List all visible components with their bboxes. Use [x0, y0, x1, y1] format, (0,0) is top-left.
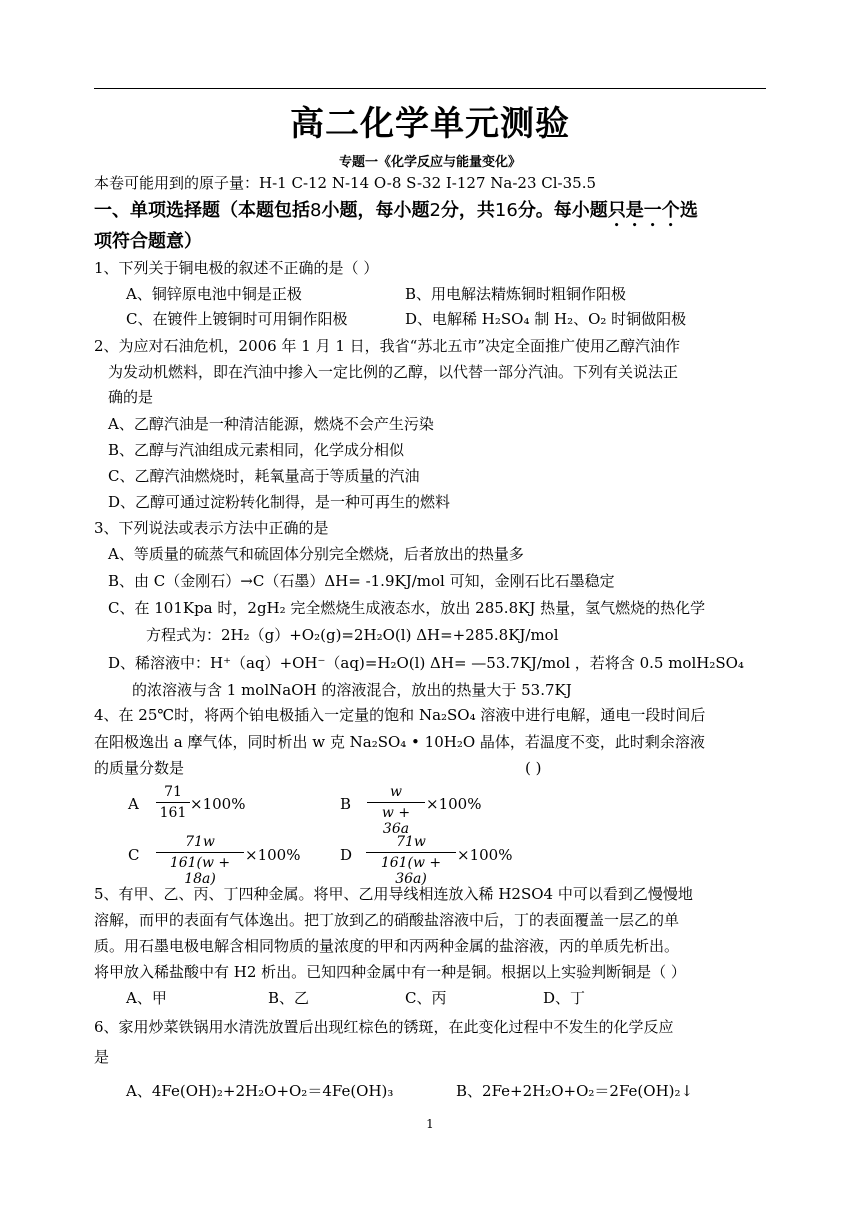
q5-stem-line3: 质。用石墨电极电解含相同物质的量浓度的甲和丙两种金属的盐溶液，丙的单质先析出。	[94, 937, 680, 955]
q3-option-d-line1: D、稀溶液中：H⁺（aq）+OH⁻（aq)=H₂O(l) ΔH= —53.7KJ/mol ，若将含 0.5 molH₂SO₄	[108, 654, 744, 672]
q4-option-d-fraction	[366, 834, 456, 887]
q4-option-c-denominator: 161(w + 18a)	[169, 855, 231, 887]
q3-option-d-line2: 的浓溶液与含 1 molNaOH 的溶液混合，放出的热量大于 53.7KJ	[132, 681, 572, 699]
section1-points: 2	[429, 200, 441, 221]
q6-stem-line1: 6、家用炒菜铁锅用水清洗放置后出现红棕色的锈斑，在此变化过程中不发生的化学反应	[94, 1018, 674, 1036]
page-number: 1	[426, 1117, 434, 1131]
q5-stem-line2: 溶解，而甲的表面有气体逸出。把丁放到乙的硝酸盐溶液中后，丁的表面覆盖一层乙的单	[94, 911, 680, 929]
q6-stem-line2: 是	[94, 1048, 110, 1066]
q5-option-c: C、丙	[405, 989, 447, 1007]
q4-option-b-denominator: w + 36a	[381, 805, 411, 837]
section1-heading-line2: 项符合题意）	[94, 231, 202, 252]
q5-option-d: D、丁	[543, 989, 586, 1007]
q6-option-b: B、2Fe+2H₂O+O₂＝2Fe(OH)₂↓	[456, 1082, 694, 1100]
q2-option-d: D、乙醇可通过淀粉转化制得，是一种可再生的燃料	[108, 493, 451, 511]
q4-option-a-percent: ×100%	[190, 795, 246, 813]
q4-option-c-label: C	[128, 846, 140, 864]
q3-stem: 3、下列说法或表示方法中正确的是	[94, 519, 329, 537]
q4-option-c-percent: ×100%	[245, 846, 301, 864]
section1-heading-part: 一、单项选择题（本题包括	[94, 200, 310, 221]
q4-stem-line2: 在阳极逸出 a 摩气体，同时析出 w 克 Na₂SO₄ • 10H₂O 晶体，若温度不变，此时剩余溶液	[94, 733, 705, 751]
page-title: 高二化学单元测验	[290, 104, 570, 144]
q4-option-a-numerator: 71	[156, 784, 190, 803]
section1-emphasis: 只是一个	[607, 200, 680, 221]
section1-heading-part: 分，共	[440, 200, 495, 221]
q3-option-c-line1: C、在 101Kpa 时，2gH₂ 完全燃烧生成液态水，放出 285.8KJ 热量，氢气燃烧的热化学	[108, 599, 706, 617]
q4-option-b-fraction	[367, 784, 425, 837]
q2-option-c: C、乙醇汽油燃烧时，耗氧量高于等质量的汽油	[108, 467, 420, 485]
top-rule	[94, 88, 766, 89]
q4-option-d-numerator: 71w	[366, 834, 456, 853]
section1-heading-part: 小题，每小题	[321, 200, 430, 221]
q4-option-b-percent: ×100%	[426, 795, 482, 813]
page-subtitle: 专题一《化学反应与能量变化》	[338, 155, 521, 170]
q5-stem-line4: 将甲放入稀盐酸中有 H2 析出。已知四种金属中有一种是铜。根据以上实验判断铜是（ ）	[94, 963, 686, 981]
q4-option-d-denominator: 161(w + 36a)	[380, 855, 442, 887]
q4-stem-line1: 4、在 25℃时，将两个铂电极插入一定量的饱和 Na₂SO₄ 溶液中进行电解，通电一段时间后	[94, 706, 706, 724]
q1-option-c: C、在镀件上镀铜时可用铜作阳极	[126, 310, 348, 328]
q5-stem-line1: 5、有甲、乙、丙、丁四种金属。将甲、乙用导线相连放入稀 H2SO4 中可以看到乙慢慢地	[94, 885, 693, 903]
section1-count: 8	[310, 200, 322, 221]
q4-answer-paren: ( )	[525, 759, 542, 777]
q2-stem-line1: 2、为应对石油危机，2006 年 1 月 1 日，我省“苏北五市”决定全面推广使用乙醇汽油作	[94, 337, 680, 355]
q2-stem-line3: 确的是	[108, 388, 154, 406]
q5-option-a: A、甲	[126, 989, 167, 1007]
q2-stem-line2: 为发动机燃料，即在汽油中掺入一定比例的乙醇，以代替一部分汽油。下列有关说法正	[108, 363, 679, 381]
q4-stem-line3: 的质量分数是	[94, 759, 185, 777]
q6-option-a: A、4Fe(OH)₂+2H₂O+O₂＝4Fe(OH)₃	[126, 1082, 394, 1100]
q4-option-b-label: B	[340, 795, 352, 813]
q4-option-a-denominator: 161	[159, 805, 187, 821]
q4-option-d-label: D	[340, 846, 353, 864]
q5-option-b: B、乙	[268, 989, 310, 1007]
q1-option-b: B、用电解法精炼铜时粗铜作阳极	[405, 285, 627, 303]
q1-stem: 1、下列关于铜电极的叙述不正确的是（ ）	[94, 259, 379, 277]
q4-option-a-fraction	[156, 784, 190, 821]
section1-heading-part: 选	[679, 200, 698, 221]
section1-total: 16	[494, 200, 518, 221]
q3-option-c-line2: 方程式为：2H₂（g）+O₂(g)=2H₂O(l) ΔH=+285.8KJ/mol	[146, 626, 559, 644]
section1-heading-part: 分。每小题	[517, 200, 608, 221]
q4-option-c-fraction	[156, 834, 244, 887]
section1-heading	[94, 198, 698, 231]
q1-option-d: D、电解稀 H₂SO₄ 制 H₂、O₂ 时铜做阳极	[405, 310, 687, 328]
q4-option-a-label: A	[128, 795, 139, 813]
q1-option-a: A、铜锌原电池中铜是正极	[126, 285, 302, 303]
q3-option-a: A、等质量的硫蒸气和硫固体分别完全燃烧，后者放出的热量多	[108, 545, 524, 563]
q4-option-c-numerator: 71w	[156, 834, 244, 853]
q2-option-a: A、乙醇汽油是一种清洁能源，燃烧不会产生污染	[108, 415, 434, 433]
q3-option-b: B、由 C（金刚石）→C（石墨）ΔH= -1.9KJ/mol 可知，金刚石比石墨稳定	[108, 572, 615, 590]
q2-option-b: B、乙醇与汽油组成元素相同，化学成分相似	[108, 441, 405, 459]
q4-option-b-numerator: w	[367, 784, 425, 803]
atomic-masses: 本卷可能用到的原子量：H-1 C-12 N-14 O-8 S-32 I-127 Na-23 Cl-35.5	[94, 174, 597, 192]
q4-option-d-percent: ×100%	[457, 846, 513, 864]
